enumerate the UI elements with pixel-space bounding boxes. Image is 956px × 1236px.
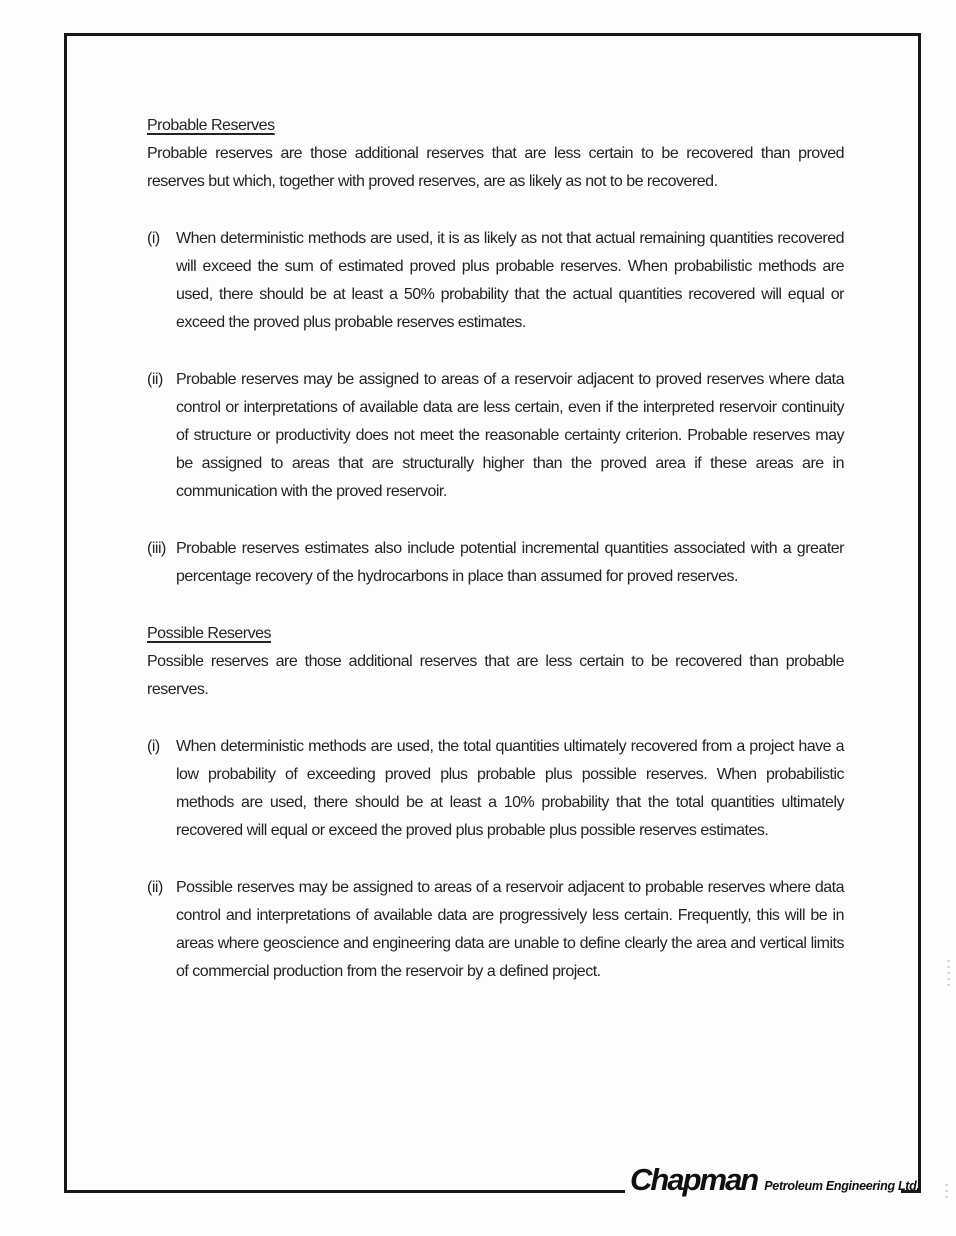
list-item-text: When deterministic methods are used, it is as likely as not that actual remaining quantities recovered will exceed the sum of estimated proved plus probable reserves. When probabilistic methods are used, there should be at least a 50% probability that the actual quantities recovered will equal or exceed the proved plus probable reserves estimates. (176, 230, 844, 331)
list-marker: (ii) (147, 879, 163, 896)
list-marker: (ii) (147, 371, 163, 388)
list-item-text: When deterministic methods are used, the total quantities ultimately recovered from a project have a low probability of exceeding proved plus probable plus possible reserves. When probabilistic methods are used, there should be at least a 10% probability that the total quantities ultimately recovered will equal or exceed the proved plus probable plus possible reserves estimates. (176, 738, 844, 839)
list-item-possible-i (147, 733, 844, 845)
page-content (147, 112, 844, 986)
scan-artifact (945, 1184, 948, 1202)
logo-company-subtext: Petroleum Engineering Ltd. (764, 1179, 920, 1193)
list-item-text: Possible reserves may be assigned to areas of a reservoir adjacent to probable reserves where data control and interpretations of available data are progressively less certain. Frequently, this will be in areas where geoscience and engineering data are unable to define clearly the area and vertical limits of commercial production from the reservoir by a defined project. (176, 879, 844, 980)
heading-text: Probable Reserves (147, 117, 275, 134)
list-item-text: Probable reserves estimates also include potential incremental quantities associated with a greater percentage recovery of the hydrocarbons in place than assumed for proved reserves. (176, 540, 844, 585)
frame-bottom-line-left (64, 1190, 625, 1193)
section-heading-probable-reserves (147, 112, 844, 140)
list-item-probable-iii (147, 535, 844, 591)
list-item-probable-i (147, 225, 844, 337)
list-marker: (i) (147, 738, 160, 755)
paragraph-possible-intro: Possible reserves are those additional reserves that are less certain to be recovered than probable reserves. (147, 653, 844, 698)
scan-artifact (947, 960, 950, 988)
page-frame (64, 33, 921, 1193)
list-marker: (i) (147, 230, 160, 247)
company-logo (630, 1164, 920, 1196)
list-marker: (iii) (147, 540, 166, 557)
paragraph-probable-intro: Probable reserves are those additional reserves that are less certain to be recovered than proved reserves but which, together with proved reserves, are as likely as not to be recovered. (147, 145, 844, 190)
logo-chapman-wordmark: Chapman (630, 1162, 758, 1197)
list-item-probable-ii (147, 366, 844, 506)
section-heading-possible-reserves (147, 620, 844, 648)
list-item-possible-ii (147, 874, 844, 986)
heading-text: Possible Reserves (147, 625, 271, 642)
list-item-text: Probable reserves may be assigned to areas of a reservoir adjacent to proved reserves where data control or interpretations of available data are less certain, even if the interpreted reservoir continuity of structure or productivity does not meet the reasonable certainty criterion. Probable reserves may be assigned to areas that are structurally higher than the proved area if these areas are in communication with the proved reservoir. (176, 371, 844, 500)
